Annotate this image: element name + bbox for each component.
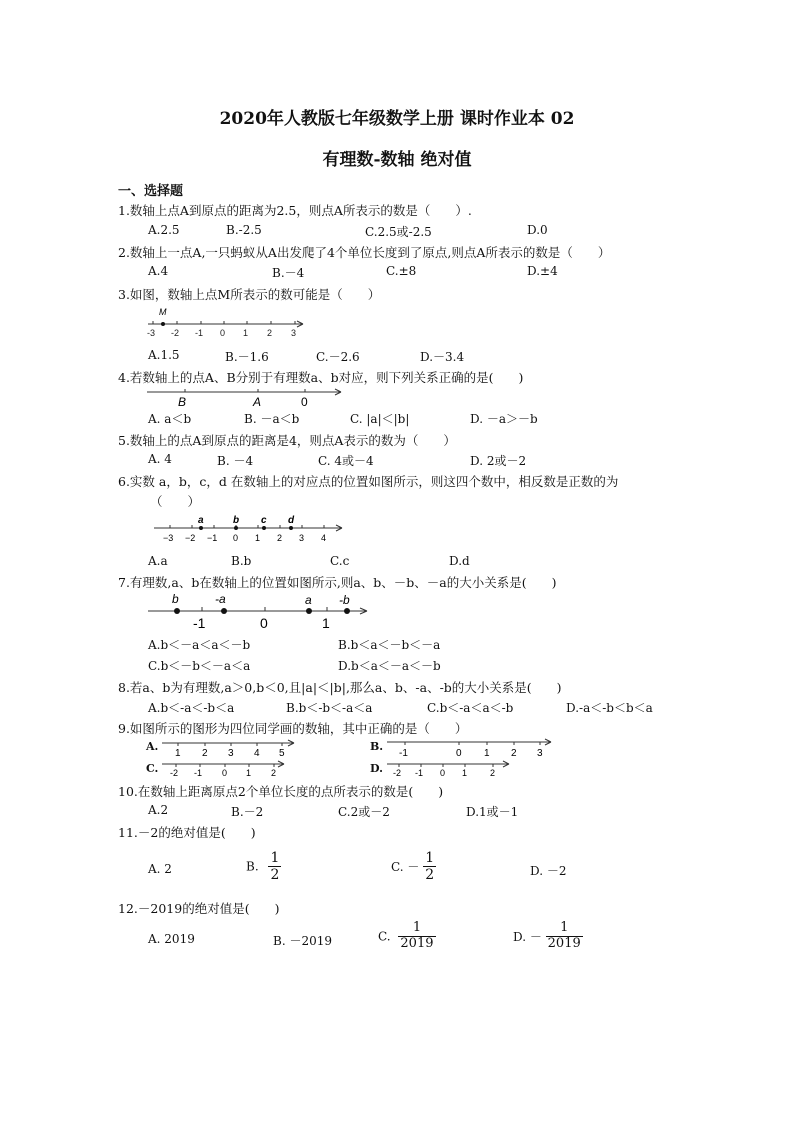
q5-option-b: B. －4 [217,454,254,468]
q6-letter-d: d [288,515,295,526]
fraction-numerator: 1 [398,921,435,937]
q7-label-a: a [305,593,312,607]
q10-option-d: D.1或－1 [466,805,519,819]
q4-label-a: A [253,395,262,409]
q3-tick: -1 [195,328,204,338]
q11-option-a: A. 2 [148,862,172,876]
q10-option-b: B.－2 [231,805,264,819]
q4-label-0: 0 [301,395,308,409]
q3-option-d: D.－3.4 [420,350,465,364]
question-3: 3.如图，数轴上点M所表示的数可能是（ ） [118,287,381,302]
q5-option-d: D. 2或－2 [470,454,527,468]
fraction-numerator: 1 [270,850,280,866]
question-6-bracket: （ ） [150,494,201,509]
q3-point-label: M [159,307,167,317]
q1-option-c: C.2.5或-2.5 [365,225,432,239]
question-5: 5.数轴上的点A到原点的距离是4，则点A表示的数为（ ） [118,433,456,448]
q10-option-c: C.2或－2 [338,805,390,819]
q9-a-number-line [160,738,300,760]
fraction-denominator: 2019 [400,935,434,951]
question-1: 1.数轴上点A到原点的距离为2.5，则点A所表示的数是（ ）. [118,203,472,218]
q6-letter-b: b [233,515,240,526]
q12-fraction-d [546,921,583,952]
fraction-denominator: 2019 [547,935,581,951]
question-7: 7.有理数,a、b在数轴上的位置如图所示,则a、b、－b、－a的大小关系是( ) [118,575,557,590]
q6-tick: 0 [233,533,239,543]
q12-option-c [378,921,436,952]
q9-d-tick: -1 [415,768,424,778]
q11-fraction-b [268,850,281,883]
q7-label-neg-b: -b [339,593,350,607]
fraction-denominator: 2 [270,867,280,884]
q9-a-tick: 1 [175,748,181,759]
q10-option-a: A.2 [148,803,169,817]
q8-option-c: C.b＜-a＜a＜-b [427,701,514,715]
q12-option-d [513,921,583,952]
q2-option-d: D.±4 [527,264,558,278]
page-title: 2020年人教版七年级数学上册 课时作业本 02 [219,109,575,129]
q4-option-c: C. |a|＜|b| [350,412,410,426]
q9-label-c: C. [146,762,159,775]
q4-option-a: A. a＜b [148,412,192,426]
q9-c-tick: -1 [194,768,203,778]
q6-option-b: B.b [231,554,252,568]
q9-d-tick: 0 [440,768,446,778]
question-8: 8.若a、b为有理数,a＞0,b＜0,且|a|＜|b|,那么a、b、-a、-b的大小关系是( ) [118,680,562,695]
q6-tick: 4 [321,533,327,543]
q9-b-tick: 1 [484,748,490,759]
q2-option-b: B.－4 [272,266,305,280]
q2-option-c: C.±8 [386,264,417,278]
q9-d-tick: 1 [462,768,468,778]
q3-tick: 3 [291,328,297,338]
page-subtitle: 有理数-数轴 绝对值 [322,150,472,170]
q6-number-line [150,512,350,546]
q4-number-line [145,384,345,410]
q3-tick: 2 [267,328,273,338]
q3-tick: -3 [147,328,156,338]
q6-tick: −2 [185,533,196,543]
q12-option-d-label: D. － [513,929,542,944]
q3-point-m [161,322,165,326]
q3-option-a: A.1.5 [148,348,180,362]
q3-option-b: B.－1.6 [225,350,269,364]
q9-c-tick: 1 [246,768,252,778]
q6-tick: −1 [207,533,218,543]
q9-b-tick: -1 [399,748,408,759]
q7-label-b: b [172,592,179,606]
q6-option-d: D.d [449,554,470,568]
q9-d-tick: -2 [393,768,402,778]
section-heading: 一、选择题 [118,184,184,199]
q5-option-a: A. 4 [148,452,172,466]
q9-a-tick: 4 [254,748,260,759]
q9-d-tick: 2 [490,768,496,778]
question-2: 2.数轴上一点A,一只蚂蚁从A出发爬了4个单位长度到了原点,则点A所表示的数是（ ） [118,245,611,260]
q12-fraction-c [398,921,435,952]
q7-tick: -1 [193,615,206,631]
q6-letter-a: a [198,515,204,526]
q9-c-tick: 2 [271,768,277,778]
q9-c-tick: -2 [170,768,179,778]
q7-label-neg-a: -a [215,592,226,606]
q9-b-tick: 3 [537,748,543,759]
q6-tick: 3 [299,533,305,543]
q4-label-b: B [178,395,187,409]
q4-option-d: D. －a＞－b [470,412,538,426]
q9-a-tick: 3 [228,748,234,759]
q8-option-a: A.b＜-a＜-b＜a [148,701,235,715]
q6-letter-c: c [261,515,267,526]
q11-option-c [391,850,436,883]
q3-option-c: C.－2.6 [316,350,360,364]
q11-option-b [246,850,281,883]
q8-option-b: B.b＜-b＜-a＜a [286,701,373,715]
q9-a-tick: 5 [279,748,285,759]
q9-b-tick: 2 [511,748,517,759]
q12-option-a: A. 2019 [148,932,195,946]
q7-tick: 0 [260,615,268,631]
q7-option-d: D.b＜a＜－a＜－b [338,659,441,673]
q1-option-b: B.-2.5 [226,223,262,237]
q11-option-b-label: B. [246,859,259,874]
q11-option-d: D. －2 [530,864,567,878]
q3-tick: 0 [220,328,226,338]
question-6: 6.实数 a，b，c，d 在数轴上的对应点的位置如图所示，则这四个数中，相反数是正数的为 [118,474,619,489]
q9-label-a: A. [146,740,159,753]
q6-tick: 1 [255,533,261,543]
q3-tick: 1 [243,328,249,338]
fraction-numerator: 1 [425,850,435,866]
q6-option-a: A.a [148,554,168,568]
q3-number-line [143,305,313,339]
q1-option-d: D.0 [527,223,548,237]
q6-tick: −3 [163,533,174,543]
question-11: 11.－2的绝对值是( ) [118,825,256,840]
question-12: 12.－2019的绝对值是( ) [118,901,280,916]
q9-c-tick: 0 [222,768,228,778]
q8-option-d: D.-a＜-b＜b＜a [566,701,653,715]
q12-option-b: B. －2019 [273,934,332,948]
q11-fraction-c [423,850,436,883]
q5-option-c: C. 4或－4 [318,454,374,468]
q9-label-d: D. [370,762,383,775]
q4-option-b: B. －a＜b [244,412,300,426]
q7-tick: 1 [322,615,330,631]
q9-c-number-line [160,758,290,780]
q9-b-tick: 0 [456,748,462,759]
q3-tick: -2 [171,328,180,338]
q1-option-a: A.2.5 [148,223,180,237]
q6-tick: 2 [277,533,283,543]
q7-option-a: A.b＜－a＜a＜－b [148,638,251,652]
q11-option-c-label: C. － [391,860,420,875]
q6-option-c: C.c [330,554,350,568]
q12-option-c-label: C. [378,929,391,944]
question-4: 4.若数轴上的点A、B分别于有理数a、b对应，则下列关系正确的是( ) [118,370,524,385]
q7-option-b: B.b＜a＜－b＜－a [338,638,441,652]
q9-label-b: B. [370,740,384,753]
question-9: 9.如图所示的图形为四位同学画的数轴，其中正确的是（ ） [118,721,468,736]
q7-option-c: C.b＜－b＜－a＜a [148,659,251,673]
fraction-denominator: 2 [425,867,435,884]
q2-option-a: A.4 [148,264,169,278]
question-10: 10.在数轴上距离原点2个单位长度的点所表示的数是( ) [118,784,444,799]
fraction-numerator: 1 [546,921,583,937]
q7-number-line [145,590,375,632]
q9-a-tick: 2 [202,748,208,759]
q9-d-number-line [385,756,515,780]
